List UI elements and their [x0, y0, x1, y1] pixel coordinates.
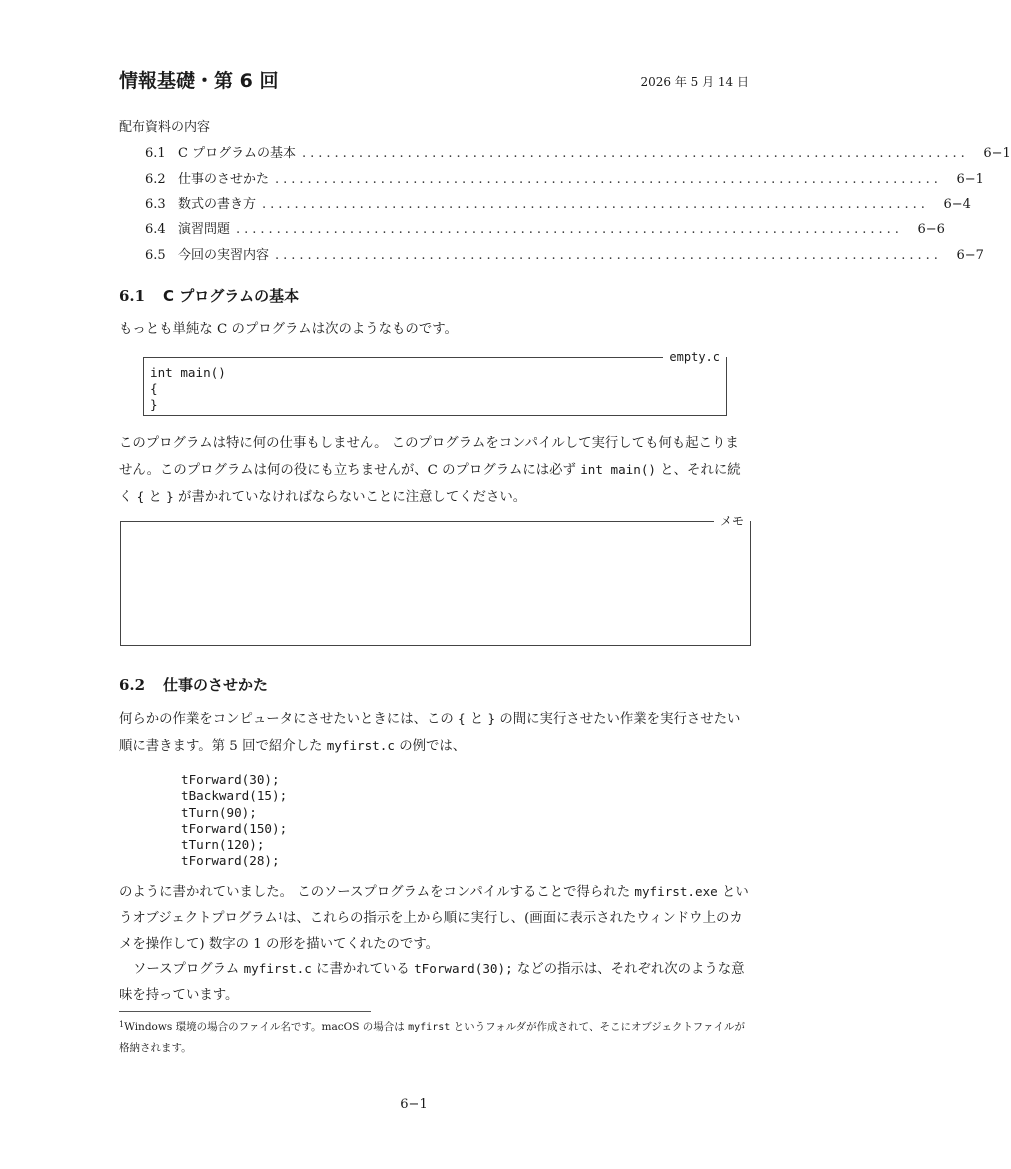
code-block-myfirst	[181, 772, 287, 870]
inline-code: myfirst.c	[243, 961, 312, 976]
code-frame-empty-c	[143, 350, 727, 416]
toc-item	[145, 244, 984, 264]
text: の例では、	[394, 739, 467, 754]
inline-code: int main()	[580, 462, 657, 477]
inline-code: myfirst.c	[326, 738, 395, 753]
text: の間に実行させたい作業を実行させたい順に書きます。第 5 回で紹介した	[119, 712, 741, 754]
memo-box	[120, 514, 751, 646]
footnote-divider	[119, 1011, 371, 1012]
section-title: C プログラムの基本	[163, 287, 300, 305]
paragraph	[119, 431, 751, 511]
text: というオブジェクトプログラム	[119, 885, 749, 926]
toc-item	[145, 168, 984, 188]
toc-item-number: 6.1	[145, 146, 166, 161]
text: と、それに続く	[119, 463, 741, 505]
section-number: 6.1	[119, 287, 146, 305]
paragraph	[119, 879, 751, 958]
document-title: 情報基礎・第 6 回	[119, 70, 279, 92]
text: このプログラムは特に何の仕事もしません。 このプログラムをコンパイルして実行しても何も起こりません。このプログラムは何の役にも立ちませんが、C のプログラムには必ず	[119, 436, 739, 478]
toc-item	[145, 142, 1011, 162]
section-intro: もっとも単純な C のプログラムは次のようなものです。	[119, 322, 458, 337]
footnote-reference[interactable]: 1	[277, 912, 284, 921]
toc-heading: 配布資料の内容	[119, 120, 211, 135]
code-line: int main()	[150, 365, 226, 380]
toc-item-title: C プログラムの基本	[178, 146, 296, 161]
inline-code: {	[458, 711, 466, 726]
toc-leader-dots: ..................................................................................	[301, 146, 969, 161]
inline-code: }	[166, 489, 174, 504]
code-line: tBackward(15);	[181, 788, 288, 804]
text: は、これらの指示を上から順に実行し、(画面に表示されたウィンドウ上のカメを操作して) 数字の 1 の形を描いてくれたのです。	[119, 911, 743, 952]
footnote-text: Windows 環境の場合のファイル名です。macOS の場合は	[124, 1021, 409, 1033]
footnote-mark: 1	[119, 1020, 125, 1029]
toc-item-number: 6.2	[145, 172, 166, 187]
text: と	[465, 712, 488, 727]
toc-item-page: 6−4	[943, 197, 971, 212]
section-title: 仕事のさせかた	[163, 676, 269, 694]
toc-item-title: 演習問題	[178, 222, 231, 237]
text: のように書かれていました。 このソースプログラムをコンパイルすることで得られた	[119, 885, 635, 900]
toc-item-page: 6−6	[917, 222, 945, 237]
paragraph	[119, 706, 751, 760]
toc-item-title: 今回の実習内容	[178, 248, 270, 263]
inline-code: }	[487, 711, 496, 726]
toc-item-number: 6.5	[145, 248, 166, 263]
inline-code: myfirst	[408, 1022, 451, 1033]
memo-caption: メモ	[714, 512, 750, 530]
toc-item-page: 6−7	[956, 248, 984, 263]
code-line: tForward(150);	[181, 820, 288, 836]
toc-item	[145, 193, 971, 213]
code-caption: empty.c	[663, 348, 726, 366]
section-number: 6.2	[119, 676, 146, 694]
footnote-text: というフォルダが作成されて、そこにオブジェクトファイルが格納されます。	[119, 1021, 745, 1054]
code-line: tForward(28);	[181, 853, 280, 869]
toc-item-title: 数式の書き方	[178, 197, 257, 212]
toc-item	[145, 218, 945, 238]
toc-item-number: 6.4	[145, 222, 166, 237]
inline-code: myfirst.exe	[634, 884, 718, 899]
text: 何らかの作業をコンピュータにさせたいときには、この	[119, 712, 459, 727]
code-line: {	[150, 381, 158, 396]
paragraph	[119, 956, 751, 1009]
toc-item-title: 仕事のさせかた	[178, 172, 270, 187]
code-line: }	[150, 397, 158, 412]
inline-code: tForward(30);	[414, 961, 513, 976]
document-date: 2026 年 5 月 14 日	[640, 75, 749, 89]
text: ソースプログラム	[133, 962, 244, 977]
section-heading-6-1	[119, 285, 299, 306]
page-number: 6−1	[400, 1097, 428, 1112]
code-line: tForward(30);	[181, 772, 280, 787]
code-line: tTurn(90);	[181, 804, 257, 820]
toc-leader-dots: ..................................................................................	[275, 248, 942, 263]
toc-leader-dots: ..................................................................................	[262, 197, 929, 212]
text: と	[144, 490, 167, 505]
toc-leader-dots: ..................................................................................	[275, 172, 942, 187]
code-line: tTurn(120);	[181, 837, 265, 853]
inline-code: {	[136, 489, 145, 504]
toc-item-number: 6.3	[145, 197, 166, 212]
toc-leader-dots: ..................................................................................	[236, 222, 903, 237]
text: などの指示は、それぞれ次のような意味を持っています。	[119, 962, 745, 1003]
toc-item-page: 6−1	[956, 172, 984, 187]
footnote	[119, 1017, 751, 1058]
section-heading-6-2	[119, 674, 268, 695]
toc-item-page: 6−1	[983, 146, 1011, 161]
text: に書かれている	[311, 962, 415, 977]
text: が書かれていなければならないことに注意してください。	[173, 490, 527, 505]
